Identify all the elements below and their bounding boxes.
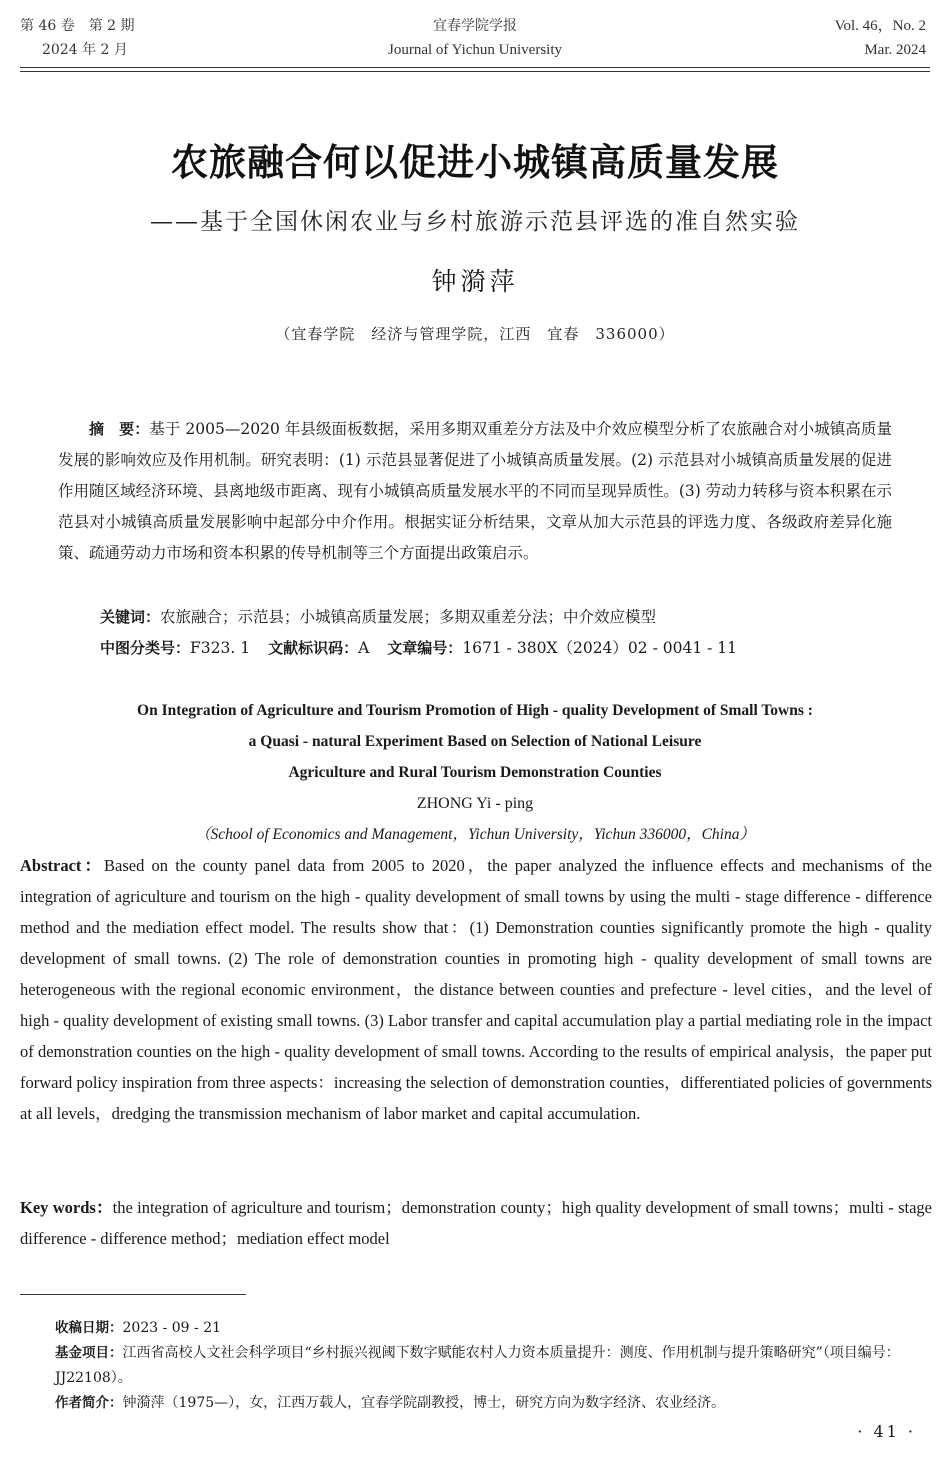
en-title-line-3: Agriculture and Rural Tourism Demonstration Counties <box>288 764 662 781</box>
footnote-fund <box>55 1341 933 1391</box>
footnote-author-bio <box>55 1391 933 1416</box>
article-number-label: 文章编号： <box>387 639 463 657</box>
volume-issue: 第 46 卷 第 2 期 <box>20 18 135 34</box>
clc-value: F323. 1 <box>190 639 251 657</box>
received-label: 收稿日期： <box>55 1320 123 1336</box>
volume-issue-en: Vol. 46，No. 2 <box>834 18 926 34</box>
doc-code-value: A <box>358 639 370 657</box>
author-bio-label: 作者简介： <box>55 1395 123 1411</box>
en-abstract-text: Based on the county panel data from 2005 to 2020，the paper analyzed the influence effects and mechanisms of the integration of agriculture and tourism on the high - quality development of small towns by using the multi - stage difference - difference method and the mediation effect model. The results show that：(1) Demonstration counties significantly promote the high - quality development of small towns. (2) The role of demonstration counties in promoting high - quality development of small towns are heterogeneous with the regional economic environment，the distance between counties and prefecture - level cities，and the level of high - quality development of existing small towns. (3) Labor transfer and capital accumulation play a partial mediating role in the impact of demonstration counties on the high - quality development of small towns. According to the results of empirical analysis，the paper put forward policy inspiration from three aspects：increasing the selection of demonstration counties，differentiated policies of governments at all levels，dredging the transmission mechanism of labor market and capital accumulation. <box>20 856 932 1123</box>
header-rule <box>20 67 930 72</box>
doc-code-label: 文献标识码： <box>268 639 359 657</box>
author-affiliation: （宜春学院 经济与管理学院，江西 宜春 336000） <box>275 325 675 343</box>
cn-keywords <box>100 602 656 633</box>
journal-volume-en <box>835 14 926 62</box>
journal-name-en: Journal of Yichun University <box>387 42 562 58</box>
cn-keywords-text: 农旅融合；示范县；小城镇高质量发展；多期双重差分法；中介效应模型 <box>160 608 657 626</box>
journal-name <box>0 14 950 62</box>
fund-text: 江西省高校人文社会科学项目“乡村振兴视阈下数字赋能农村人力资本质量提升：测度、作用机制与提升策略研究”（项目编号：JJ22108）。 <box>55 1345 900 1386</box>
footnote-received <box>55 1316 933 1341</box>
article-number-value: 1671 - 380X（2024）02 - 0041 - 11 <box>462 639 737 657</box>
en-title-line-1: On Integration of Agriculture and Tourism Promotion of High - quality Development of Small Towns : <box>137 702 813 719</box>
page-number: · 41 · <box>857 1422 916 1441</box>
cn-classification <box>100 633 737 664</box>
clc-label: 中图分类号： <box>100 639 191 657</box>
en-keywords-text: the integration of agriculture and tourism；demonstration county；high quality development of small towns；multi - stage difference - difference method；mediation effect model <box>20 1198 932 1248</box>
cn-abstract <box>58 414 892 569</box>
en-abstract <box>20 850 932 1129</box>
footnote-rule <box>20 1294 246 1295</box>
author-bio-text: 钟漪萍（1975—），女，江西万载人，宜春学院副教授，博士，研究方向为数字经济、农业经济。 <box>122 1395 726 1411</box>
en-abstract-label: Abstract： <box>20 856 105 875</box>
author-name: 钟漪萍 <box>431 267 519 296</box>
publication-date: 2024 年 2 月 <box>42 42 128 58</box>
publication-date-en: Mar. 2024 <box>864 42 926 58</box>
journal-name-cn: 宜春学院学报 <box>433 18 517 34</box>
en-title-line-2: a Quasi - natural Experiment Based on Selection of National Leisure <box>248 733 702 750</box>
paper-title: 农旅融合何以促进小城镇高质量发展 <box>171 140 779 184</box>
received-date: 2023 - 09 - 21 <box>122 1320 222 1336</box>
fund-label: 基金项目： <box>55 1345 123 1361</box>
en-author-name: ZHONG Yi - ping <box>416 795 534 812</box>
cn-abstract-text: 基于 2005—2020 年县级面板数据，采用多期双重差分方法及中介效应模型分析了农旅融合对小城镇高质量发展的影响效应及作用机制。研究表明：(1) 示范县显著促进了小城镇高质量发展。(2) 示范县对小城镇高质量发展的促进作用随区域经济环境、县离地级市距离、现有小城镇高质量发展水平的不同而呈现异质性。(3) 劳动力转移与资本积累在示范县对小城镇高质量发展影响中起部分中介作用。根据实证分析结果，文章从加大示范县的评选力度、各级政府差异化施策、疏通劳动力市场和资本积累的传导机制等三个方面提出政策启示。 <box>58 420 892 562</box>
paper-subtitle: ——基于全国休闲农业与乡村旅游示范县评选的准自然实验 <box>150 209 800 235</box>
en-keywords <box>20 1192 932 1254</box>
en-keywords-label: Key words： <box>20 1198 113 1217</box>
cn-abstract-label: 摘 要： <box>89 420 150 438</box>
en-affiliation: （School of Economics and Management，Yichun University，Yichun 336000，China） <box>195 826 755 843</box>
cn-keywords-label: 关键词： <box>100 608 161 626</box>
